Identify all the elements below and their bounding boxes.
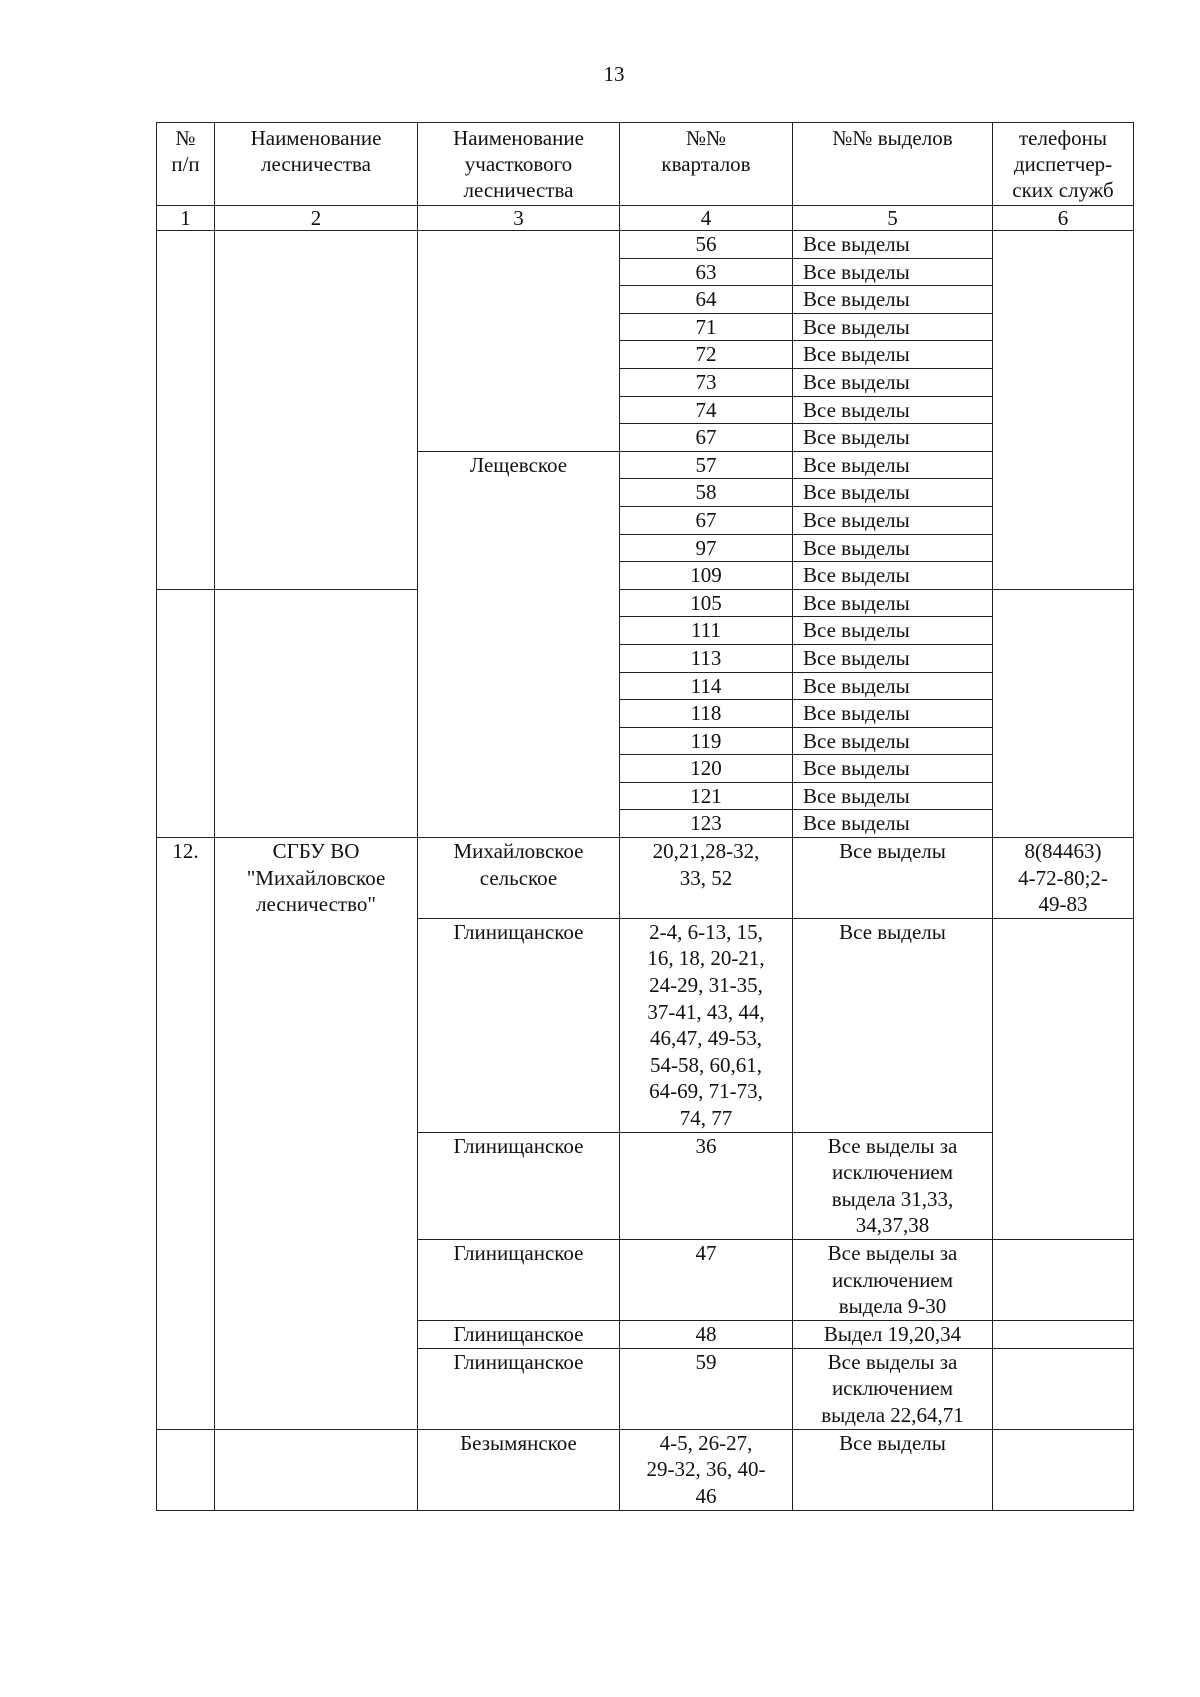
vydely-cell: Все выделы xyxy=(793,810,993,838)
forestry-table xyxy=(156,122,1134,1511)
vydely-cell: Все выделы xyxy=(793,672,993,700)
kvartal-cell: 121 xyxy=(620,782,793,810)
kvartal-cell: 67 xyxy=(620,506,793,534)
kvartal-cell: 71 xyxy=(620,313,793,341)
vydely-cell: Все выделы xyxy=(793,313,993,341)
kvartal-cell: 114 xyxy=(620,672,793,700)
vydely-cell: Все выделы xyxy=(793,617,993,645)
column-number: 3 xyxy=(418,206,620,231)
kvartal-cell: 73 xyxy=(620,368,793,396)
district-cell: Михайловское сельское xyxy=(418,838,620,919)
kvartal-cell: 113 xyxy=(620,644,793,672)
vydely-cell: Все выделы xyxy=(793,755,993,783)
header-col-kvartaly: №№ кварталов xyxy=(620,123,793,206)
vydely-cell: Все выделы xyxy=(793,700,993,728)
column-number: 6 xyxy=(993,206,1134,231)
kvartal-cell: 63 xyxy=(620,258,793,286)
kvartal-cell: 123 xyxy=(620,810,793,838)
vydely-cell: Все выделы xyxy=(793,341,993,369)
kvartal-cell: 59 xyxy=(620,1348,793,1429)
cell-empty xyxy=(157,231,215,590)
header-col-vydely: №№ выделов xyxy=(793,123,993,206)
vydely-cell: Все выделы xyxy=(793,396,993,424)
vydely-cell: Все выделы xyxy=(793,589,993,617)
cell-empty xyxy=(993,1429,1134,1510)
vydely-cell: Выдел 19,20,34 xyxy=(793,1320,993,1348)
district-cell: Глинищанское xyxy=(418,1132,620,1239)
vydely-cell: Все выделы за исключением выдела 9-30 xyxy=(793,1239,993,1320)
page-number: 13 xyxy=(603,62,625,86)
table-row-entry-12 xyxy=(157,838,1134,919)
column-number: 4 xyxy=(620,206,793,231)
vydely-cell: Все выделы за исключением выдела 22,64,71 xyxy=(793,1348,993,1429)
vydely-cell: Все выделы xyxy=(793,479,993,507)
column-numbers-row xyxy=(157,206,1134,231)
vydely-cell: Все выделы xyxy=(793,534,993,562)
table-header-row xyxy=(157,123,1134,206)
kvartal-cell: 57 xyxy=(620,451,793,479)
vydely-cell: Все выделы xyxy=(793,424,993,452)
kvartal-cell: 20,21,28-32, 33, 52 xyxy=(620,838,793,919)
kvartal-cell: 4-5, 26-27, 29-32, 36, 40- 46 xyxy=(620,1429,793,1510)
cell-empty xyxy=(157,1429,215,1510)
vydely-cell: Все выделы xyxy=(793,727,993,755)
cell-empty xyxy=(215,231,418,590)
table-row xyxy=(157,1429,1134,1510)
phones-cell: 8(84463) 4-72-80;2- 49-83 xyxy=(993,838,1134,919)
header-col-phones: телефоны диспетчер- ских служб xyxy=(993,123,1134,206)
vydely-cell: Все выделы xyxy=(793,286,993,314)
kvartal-cell: 120 xyxy=(620,755,793,783)
entry-number: 12. xyxy=(157,838,215,1430)
kvartal-cell: 105 xyxy=(620,589,793,617)
cell-empty xyxy=(418,231,620,452)
kvartal-cell: 118 xyxy=(620,700,793,728)
vydely-cell: Все выделы xyxy=(793,838,993,919)
vydely-cell: Все выделы xyxy=(793,918,993,1132)
column-number: 1 xyxy=(157,206,215,231)
cell-empty xyxy=(993,918,1134,1239)
column-number: 5 xyxy=(793,206,993,231)
cell-empty xyxy=(157,589,215,837)
kvartal-cell: 58 xyxy=(620,479,793,507)
cell-empty xyxy=(215,1429,418,1510)
cell-empty xyxy=(993,231,1134,590)
cell-empty xyxy=(993,589,1134,837)
kvartal-cell: 109 xyxy=(620,562,793,590)
vydely-cell: Все выделы xyxy=(793,644,993,672)
forestry-name: СГБУ ВО "Михайловское лесничество" xyxy=(215,838,418,1430)
kvartal-cell: 67 xyxy=(620,424,793,452)
kvartal-cell: 72 xyxy=(620,341,793,369)
vydely-cell: Все выделы xyxy=(793,562,993,590)
district-cell: Глинищанское xyxy=(418,1320,620,1348)
kvartal-cell: 2-4, 6-13, 15, 16, 18, 20-21, 24-29, 31-35, 37-41, 43, 44, 46,47, 49-53, 54-58, 60,61, 64-69, 71-73, 74, 77 xyxy=(620,918,793,1132)
district-cell: Глинищанское xyxy=(418,1348,620,1429)
vydely-cell: Все выделы xyxy=(793,1429,993,1510)
cell-empty xyxy=(993,1320,1134,1348)
kvartal-cell: 64 xyxy=(620,286,793,314)
district-cell-leschevskoe: Лещевское xyxy=(418,451,620,837)
vydely-cell: Все выделы xyxy=(793,506,993,534)
table-row xyxy=(157,231,1134,259)
header-col-forestry: Наименование лесничества xyxy=(215,123,418,206)
cell-empty xyxy=(215,589,418,837)
vydely-cell: Все выделы xyxy=(793,258,993,286)
kvartal-cell: 48 xyxy=(620,1320,793,1348)
kvartal-cell: 119 xyxy=(620,727,793,755)
header-col-number: № п/п xyxy=(157,123,215,206)
vydely-cell: Все выделы xyxy=(793,231,993,259)
kvartal-cell: 36 xyxy=(620,1132,793,1239)
kvartal-cell: 74 xyxy=(620,396,793,424)
kvartal-cell: 97 xyxy=(620,534,793,562)
vydely-cell: Все выделы за исключением выдела 31,33, 34,37,38 xyxy=(793,1132,993,1239)
column-number: 2 xyxy=(215,206,418,231)
cell-empty xyxy=(993,1239,1134,1320)
district-cell: Безымянское xyxy=(418,1429,620,1510)
kvartal-cell: 47 xyxy=(620,1239,793,1320)
vydely-cell: Все выделы xyxy=(793,368,993,396)
vydely-cell: Все выделы xyxy=(793,782,993,810)
district-cell: Глинищанское xyxy=(418,918,620,1132)
district-cell: Глинищанское xyxy=(418,1239,620,1320)
kvartal-cell: 56 xyxy=(620,231,793,259)
header-col-district: Наименование участкового лесничества xyxy=(418,123,620,206)
table-row xyxy=(157,589,1134,617)
vydely-cell: Все выделы xyxy=(793,451,993,479)
kvartal-cell: 111 xyxy=(620,617,793,645)
cell-empty xyxy=(993,1348,1134,1429)
